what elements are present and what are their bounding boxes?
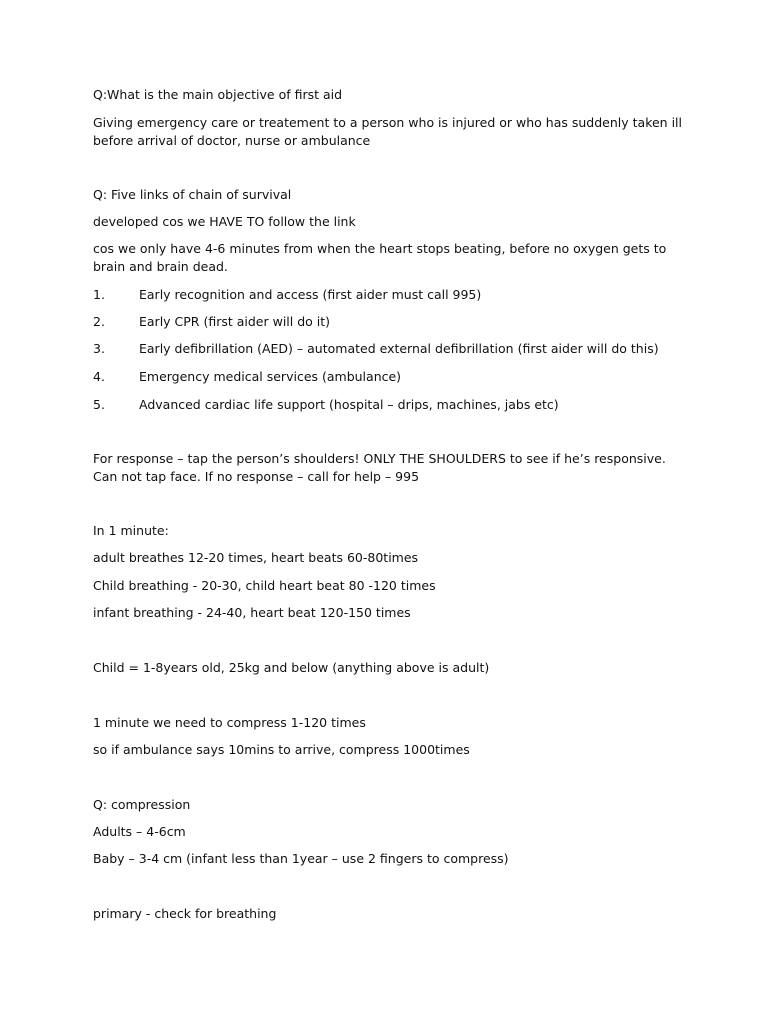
list-item-text: Advanced cardiac life support (hospital – drips, machines, jabs etc) <box>139 397 559 412</box>
list-item-number: 3. <box>93 341 105 356</box>
list-item-number: 2. <box>93 314 105 329</box>
adult-rates: adult breathes 12-20 times, heart beats 60-80times <box>93 550 419 565</box>
baby-depth: Baby – 3-4 cm (infant less than 1year – use 2 fingers to compress) <box>93 851 509 866</box>
child-definition: Child = 1-8years old, 25kg and below (anything above is adult) <box>93 660 490 675</box>
list-item-number: 1. <box>93 287 105 302</box>
paragraph-time-window: cos we only have 4-6 minutes from when the heart stops beating, before no oxygen gets to brain and brain dead. <box>93 241 667 274</box>
list-item-number: 5. <box>93 397 105 412</box>
primary-check: primary - check for breathing <box>93 906 277 921</box>
list-item-text: Early defibrillation (AED) – automated external defibrillation (first aider will do this) <box>139 341 659 356</box>
list-item-text: Emergency medical services (ambulance) <box>139 369 402 384</box>
heading-in-1-minute: In 1 minute: <box>93 523 169 538</box>
list-item-text: Early recognition and access (first aider must call 995) <box>139 287 482 302</box>
question-chain-of-survival: Q: Five links of chain of survival <box>93 187 292 202</box>
child-rates: Child breathing - 20-30, child heart beat 80 -120 times <box>93 578 436 593</box>
answer-first-aid-objective: Giving emergency care or treatement to a person who is injured or who has suddenly taken ill before arrival of doctor, nurse or ambulance <box>93 115 682 148</box>
adults-depth: Adults – 4-6cm <box>93 824 186 839</box>
question-first-aid-objective: Q:What is the main objective of first aid <box>93 87 343 102</box>
compression-rate: 1 minute we need to compress 1-120 times <box>93 715 366 730</box>
infant-rates: infant breathing - 24-40, heart beat 120-150 times <box>93 605 411 620</box>
paragraph-developed: developed cos we HAVE TO follow the link <box>93 214 356 229</box>
list-item-number: 4. <box>93 369 105 384</box>
compression-example: so if ambulance says 10mins to arrive, compress 1000times <box>93 742 470 757</box>
list-item-text: Early CPR (first aider will do it) <box>139 314 331 329</box>
paragraph-response: For response – tap the person’s shoulders! ONLY THE SHOULDERS to see if he’s responsive. Can not tap face. If no response – call for help – 995 <box>93 451 666 484</box>
question-compression: Q: compression <box>93 797 191 812</box>
